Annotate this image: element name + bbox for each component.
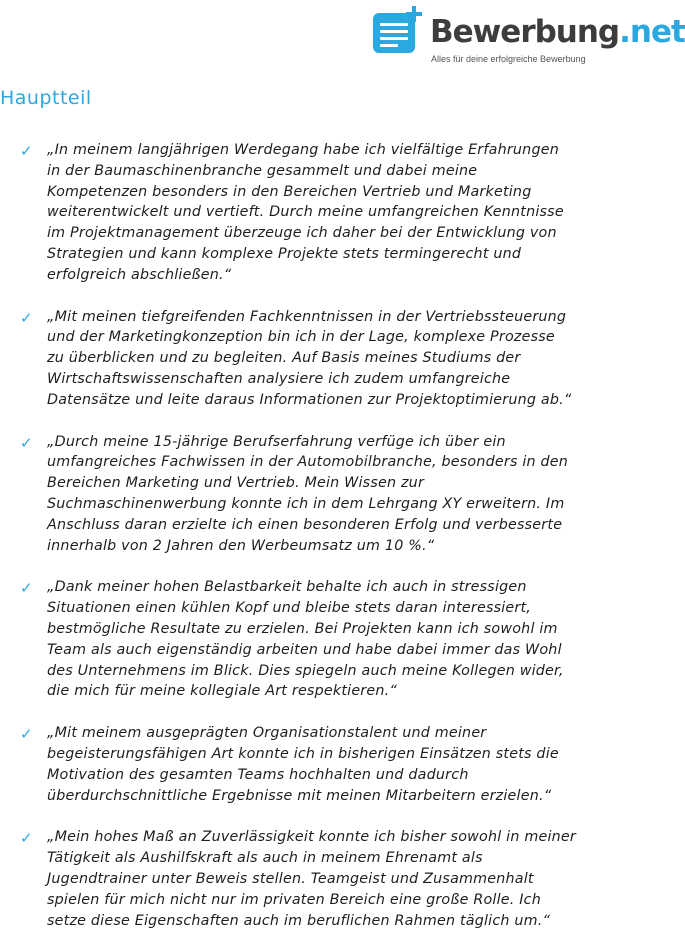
checkmark-icon: ✓	[20, 308, 33, 327]
brand-tagline: Alles für deine erfolgreiche Bewerbung	[431, 54, 586, 64]
checkmark-icon: ✓	[20, 579, 33, 598]
checkmark-icon: ✓	[20, 433, 33, 452]
list-item	[0, 827, 678, 931]
brand-logo	[430, 14, 685, 50]
list-item-text: „In meinem langjährigen Werdegang habe ich vielfältige Erfahrungen in der Baumaschinenbranche gesammelt und dabei meine Kompetenzen besonders in den Bereichen Vertrieb und Marketing weiterentwickelt und vertieft. Durch meine umfangreichen Kenntnisse im Projektmanagement überzeuge ich daher bei der Entwicklung von Strategien und kann komplexe Projekte stets termingerecht und erfolgreich abschließen.“	[47, 142, 564, 283]
list-item-text: „Mit meinen tiefgreifenden Fachkenntnissen in der Vertriebssteuerung und der Marketingkonzeption bin ich in der Lage, komplexe Prozesse zu überblicken und zu begleiten. Auf Basis meines Studiums der Wirtschaftswissenschaften analysiere ich zudem umfangreiche Datensätze und leite daraus Informationen zur Projektoptimierung ab.“	[47, 308, 572, 408]
document-list-icon	[372, 6, 424, 56]
list-item	[0, 307, 678, 411]
list-item-text: „Durch meine 15-jährige Berufserfahrung verfüge ich über ein umfangreiches Fachwissen in der Automobilbranche, besonders in den Bereichen Marketing und Vertrieb. Mein Wissen zur Suchmaschinenwerbung konnte ich in dem Lehrgang XY erweitern. Im Anschluss daran erzielte ich einen besonderen Erfolg und verbesserte innerhalb von 2 Jahren den Werbeumsatz um 10 %.“	[47, 433, 569, 554]
brand-name: Bewerbung	[430, 14, 620, 50]
list-item-text: „Dank meiner hohen Belastbarkeit behalte ich auch in stressigen Situationen einen kühlen Kopf und bleibe stets daran interessiert, bestmögliche Resultate zu erzielen. Bei Projekten kann ich sowohl im Team als auch eigenständig arbeiten und habe dabei immer das Wohl des Unternehmens im Blick. Dies spiegeln auch meine Kollegen wider, die mich für meine kollegiale Art respektieren.“	[47, 579, 564, 700]
list-item-text: „Mit meinem ausgeprägten Organisationstalent und meiner begeisterungsfähigen Art konnte ich in bisherigen Einsätzen stets die Motivation des gesamten Teams hochhalten und dadurch überdurchschnittliche Ergebnisse mit meinen Mitarbeitern erzielen.“	[47, 725, 559, 804]
list-item	[0, 432, 678, 557]
list-item	[0, 577, 678, 702]
section-title: Hauptteil	[0, 87, 92, 109]
list-item	[0, 723, 678, 806]
example-list	[0, 140, 678, 952]
list-item	[0, 140, 678, 286]
checkmark-icon: ✓	[20, 829, 33, 848]
brand-tld: .net	[619, 14, 685, 50]
list-item-text: „Mein hohes Maß an Zuverlässigkeit konnte ich bisher sowohl in meiner Tätigkeit als Aushilfskraft als auch in meinem Ehrenamt als Jugendtrainer unter Beweis stellen. Teamgeist und Zusammenhalt spielen für mich nicht nur im privaten Bereich eine große Rolle. Ich setze diese Eigenschaften auch im beruflichen Rahmen täglich um.“	[47, 829, 576, 929]
checkmark-icon: ✓	[20, 725, 33, 744]
checkmark-icon: ✓	[20, 142, 33, 160]
